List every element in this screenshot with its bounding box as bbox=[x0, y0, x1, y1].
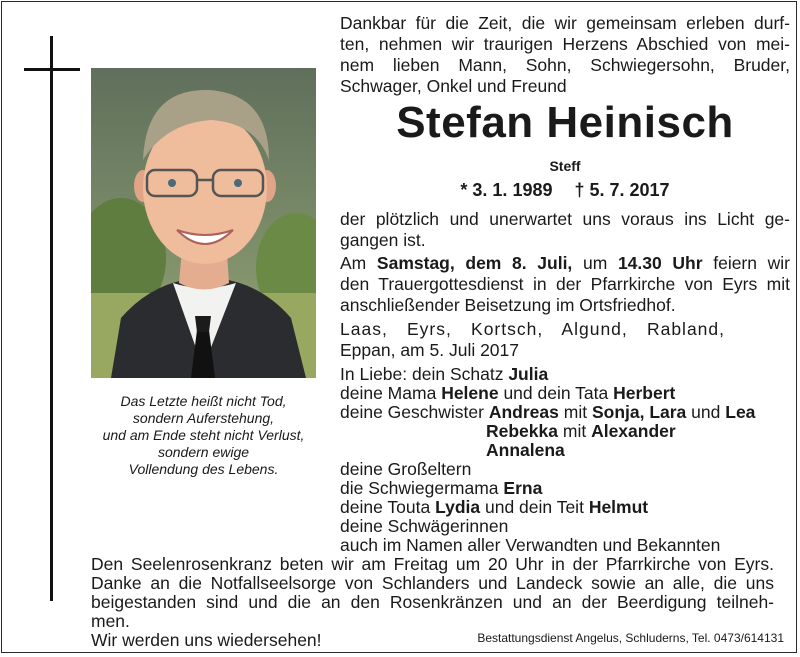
portrait-illustration bbox=[91, 68, 316, 378]
service-day: Samstag, dem 8. Juli, bbox=[376, 253, 573, 273]
passing-line: gangen ist. bbox=[340, 230, 426, 250]
service-line: anschließender Beisetzung im Ortsfriedhof. bbox=[340, 295, 676, 315]
service-time: 14.30 Uhr bbox=[617, 253, 703, 273]
footer-line: beigestanden sind und die an den Rosenkränzen und an der Beerdigung teilneh- bbox=[91, 592, 774, 612]
service-line: den Trauergottesdienst in der Pfarrkirche von Eyrs mit bbox=[340, 274, 790, 294]
mourner-line: In Liebe: dein Schatz Julia bbox=[340, 364, 549, 384]
place-line: Laas, Eyrs, Kortsch, Algund, Rabland, bbox=[340, 319, 725, 339]
intro-line: ten, nehmen wir traurigen Herzens Abschied von mei- bbox=[340, 34, 790, 54]
mourner-line: deine Geschwister Andreas mit Sonja, Lara und Lea bbox=[340, 402, 756, 422]
passing-line: der plötzlich und unerwartet uns voraus ins Licht ge- bbox=[340, 209, 790, 229]
death-date: † 5. 7. 2017 bbox=[574, 180, 670, 200]
mourner-line: deine Touta Lydia und dein Teit Helmut bbox=[340, 497, 649, 517]
undertaker-credit: Bestattungsdienst Angelus, Schluderns, Tel. 0473/614131 bbox=[477, 631, 784, 645]
quote-line: sondern ewige bbox=[157, 444, 250, 460]
birth-date: * 3. 1. 1989 bbox=[460, 180, 553, 200]
intro-line: Schwager, Onkel und Freund bbox=[340, 76, 567, 96]
quote-block bbox=[91, 393, 316, 478]
mourner-line: deine Großeltern bbox=[340, 459, 472, 479]
quote-line: Das Letzte heißt nicht Tod, bbox=[120, 393, 287, 409]
mourner-line: deine Schwägerinnen bbox=[340, 516, 509, 536]
mourner-line: deine Mama Helene und dein Tata Herbert bbox=[340, 383, 676, 403]
intro-line: Dankbar für die Zeit, die wir gemeinsam erleben durf- bbox=[340, 13, 790, 33]
quote-line: sondern Auferstehung, bbox=[132, 410, 275, 426]
mourner-line: auch im Namen aller Verwandten und Bekannten bbox=[340, 535, 721, 555]
footer-line: Danke an die Notfallseelsorge von Schlanders und Landeck sowie an alle, die uns bbox=[91, 573, 774, 593]
life-dates bbox=[340, 180, 790, 201]
cross-icon bbox=[50, 36, 53, 601]
service-line: Am Samstag, dem 8. Juli, um 14.30 Uhr feiern wir bbox=[340, 253, 791, 273]
footer-line: Den Seelenrosenkranz beten wir am Freitag um 20 Uhr in der Pfarrkirche von Eyrs. bbox=[91, 554, 774, 574]
nickname: Steff bbox=[549, 158, 581, 174]
obituary-notice bbox=[1, 1, 797, 653]
portrait-photo bbox=[91, 68, 316, 378]
intro-line: nem lieben Mann, Sohn, Schwiegersohn, Bruder, bbox=[340, 55, 790, 75]
footer-line: men. bbox=[91, 611, 130, 631]
deceased-name: Stefan Heinisch bbox=[396, 98, 734, 147]
place-line: Eppan, am 5. Juli 2017 bbox=[340, 340, 520, 360]
quote-line: Vollendung des Lebens. bbox=[128, 461, 279, 477]
quote-line: und am Ende steht nicht Verlust, bbox=[102, 427, 305, 443]
mourner-line: Annalena bbox=[486, 440, 565, 460]
mourner-line: Rebekka mit Alexander bbox=[486, 421, 676, 441]
cross-icon-bar bbox=[24, 68, 80, 71]
mourner-line: die Schwiegermama Erna bbox=[340, 478, 543, 498]
footer-line: Wir werden uns wiedersehen! bbox=[91, 630, 322, 650]
